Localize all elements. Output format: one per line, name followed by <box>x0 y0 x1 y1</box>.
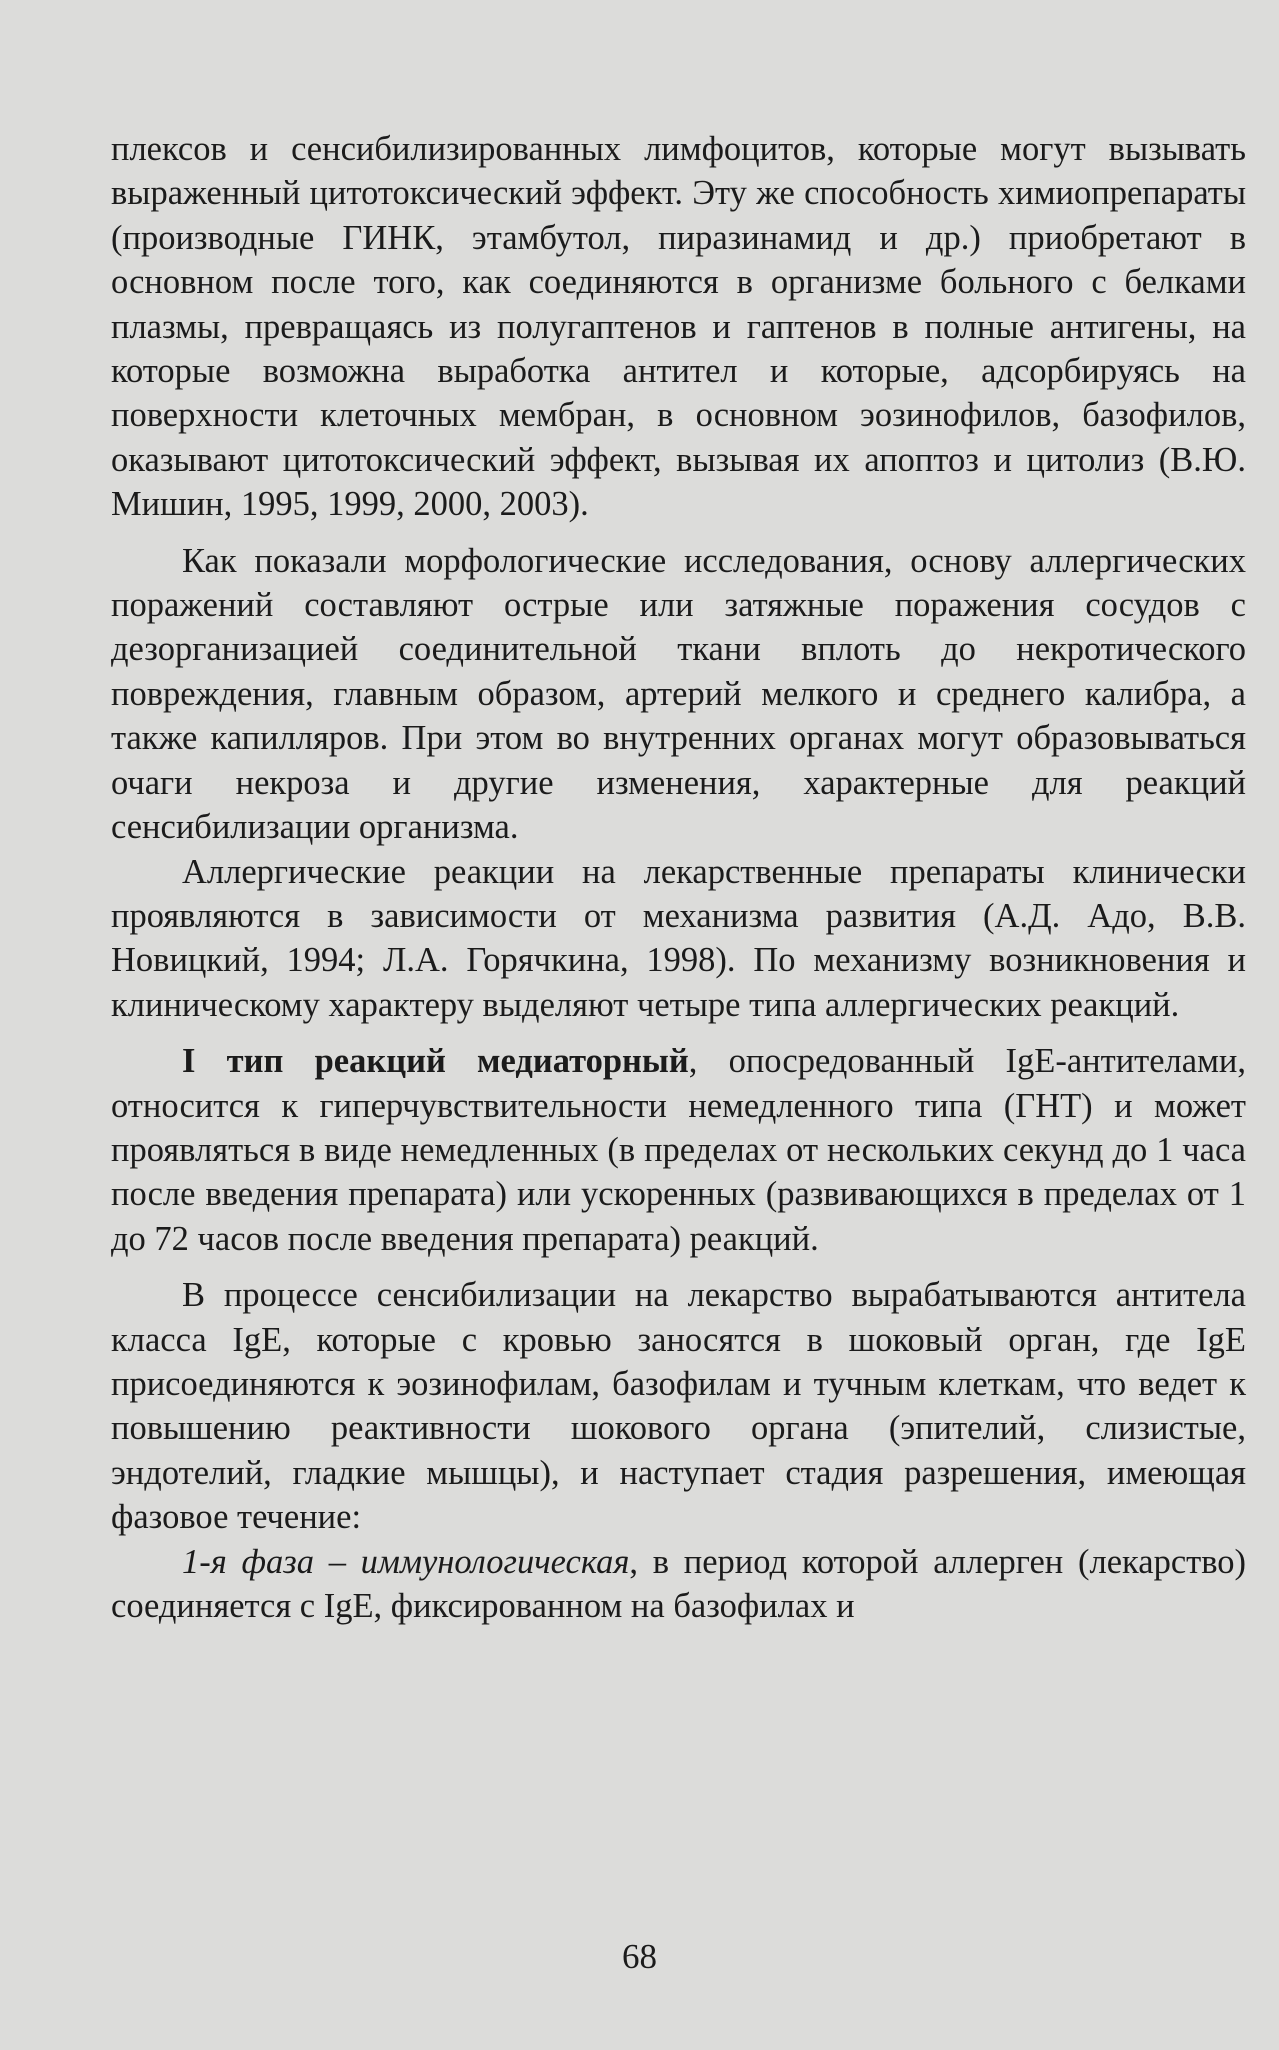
paragraph-morphology: Как показали морфологические исследования, основу аллергических поражений составляют острые или затяжные поражения сосудов с дезорганизацией соединительной ткани вплоть до некротического повреждения, главным образом, артерий мелкого и среднего калибра, а также капилляров. При этом во внутренних органах могут образовываться очаги некроза и другие изменения, характерные для реакций сенсибилизации организма. <box>111 541 1246 847</box>
paragraph-continuation: плексов и сенсибилизированных лимфоцитов, которые могут вызывать выраженный цитотоксический эффект. Эту же способность химиопрепараты (производные ГИНК, этамбутол, пиразинамид и др.) приобретают в основном после того, как соединяются в организме больного с белками плазмы, превращаясь из полугаптенов и гаптенов в полные антигены, на которые возможна выработка антител и которые, адсорбируясь на поверхности клеточных мембран, в основном эозинофилов, базофилов, оказывают цитотоксический эффект, вызывая их апоптоз и цитолиз (В.Ю. Мишин, 1995, 1999, 2000, 2003). <box>111 130 1246 524</box>
page-number: 68 <box>622 1937 657 1976</box>
type-one-heading: I тип реакций медиаторный <box>182 1042 689 1081</box>
type-one-text: , опосредованный IgE-антителами, относится к гиперчувствительности немедленного типа (ГНТ) и может проявляться в виде немедленных (в пределах от нескольких секунд до 1 часа после введения препарата) или ускоренных (развивающихся в пределах от 1 до 72 часов после введения препарата) реакций. <box>111 1042 1246 1258</box>
phase-one-text: , в период которой аллерген (лекарство) соединяется с IgE, фиксированном на базофилах и <box>111 1542 1247 1625</box>
paragraph-sensitization: В процессе сенсибилизации на лекарство вырабатываются антитела класса IgE, которые с кровью заносятся в шоковый орган, где IgE присоединяются к эозинофилам, базофилам и тучным клеткам, что ведет к повышению реактивности шокового органа (эпителий, слизистые, эндотелий, гладкие мышцы), и наступает стадия разрешения, имеющая фазовое течение: <box>111 1276 1246 1537</box>
paragraph-type-one <box>111 1039 1246 1261</box>
paragraph-phase-one <box>111 1540 1246 1629</box>
phase-one-heading: 1-я фаза – иммунологическая <box>182 1542 630 1581</box>
paragraph-allergic-reactions: Аллергические реакции на лекарственные препараты клинически проявляются в зависимости от механизма развития (А.Д. Адо, В.В. Новицкий, 1994; Л.А. Горячкина, 1998). По механизму возникновения и клиническому характеру выделяют четыре типа аллергических реакций. <box>111 852 1246 1024</box>
body-text <box>111 127 1246 1628</box>
